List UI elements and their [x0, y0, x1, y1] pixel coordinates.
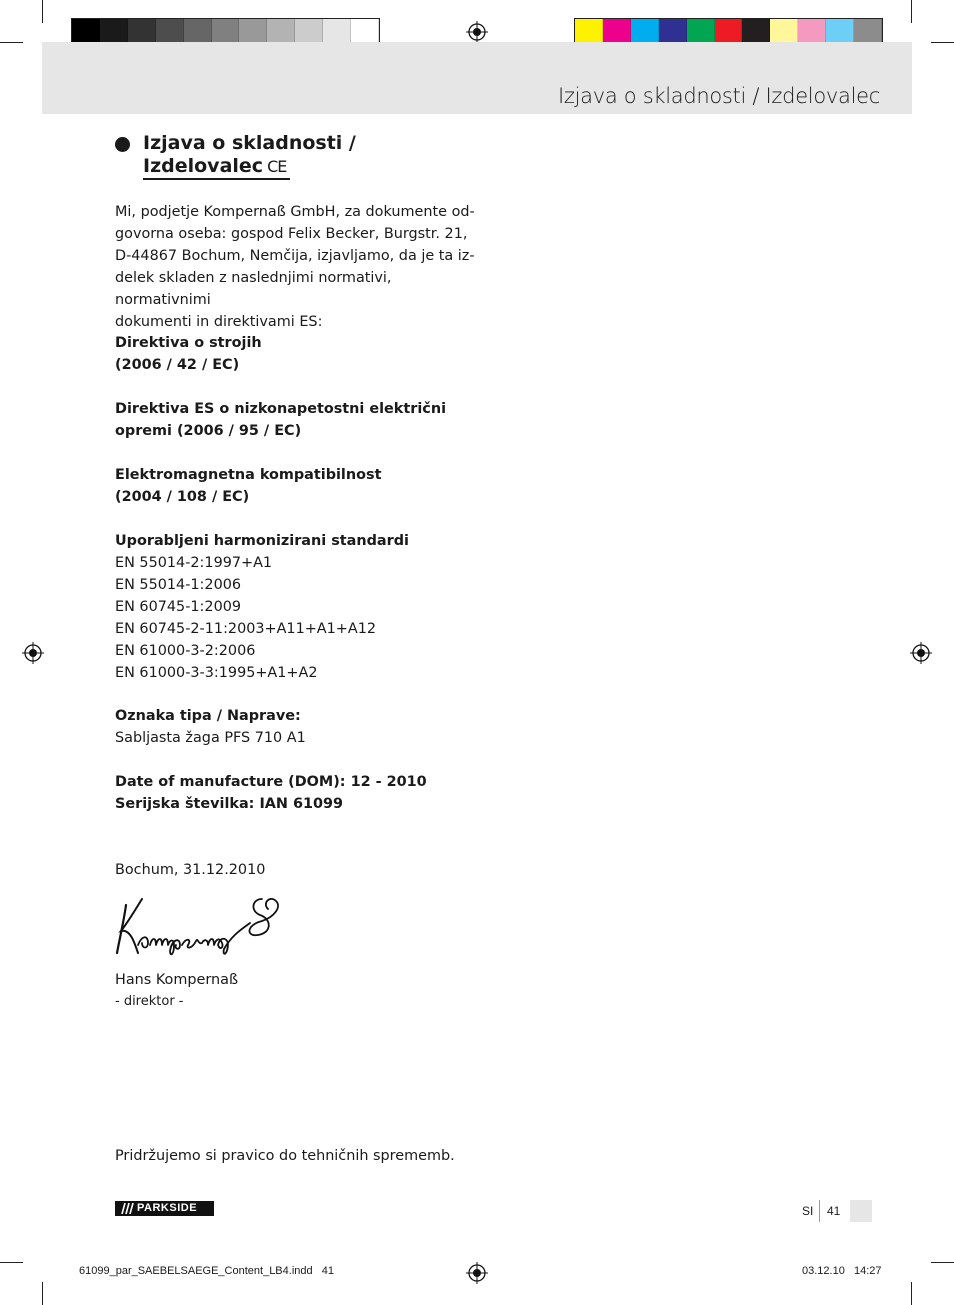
heading-underline [143, 178, 290, 180]
manufacture-block [115, 771, 475, 815]
language-code: SI [802, 1204, 814, 1218]
disclaimer: Pridržujemo si pravico do tehničnih sprememb. [115, 1148, 455, 1164]
page-number: 41 [827, 1204, 841, 1218]
page-number-divider [819, 1200, 820, 1222]
directive-line: Elektromagnetna kompatibilnost [115, 467, 382, 483]
page-title: Izjava o skladnosti / Izdelovalec [558, 84, 880, 108]
directive-machinery [115, 332, 475, 376]
type-heading: Oznaka tipa / Naprave: [115, 708, 301, 724]
crop-mark [931, 1262, 954, 1263]
crop-mark [911, 1282, 912, 1305]
intro-paragraph [115, 201, 475, 333]
directive-line: opremi (2006 / 95 / EC) [115, 423, 302, 439]
type-block [115, 705, 475, 749]
directive-line: Direktiva ES o nizkonapetostni električni [115, 401, 446, 417]
signer-block [115, 969, 475, 1013]
date-of-manufacture: Date of manufacture (DOM): 12 - 2010 [115, 774, 427, 790]
crop-mark [0, 42, 23, 43]
signer-name: Hans Kompernaß [115, 972, 239, 988]
registration-mark-icon [910, 642, 932, 664]
standard-item: EN 61000-3-3:1995+A1+A2 [115, 665, 318, 681]
intro-line: govorna oseba: gospod Felix Becker, Burgstr. 21, [115, 226, 468, 242]
directive-line: Direktiva o strojih [115, 335, 262, 351]
crop-mark [911, 0, 912, 23]
standard-item: EN 55014-2:1997+A1 [115, 555, 273, 571]
crop-mark [0, 1262, 23, 1263]
directive-emc [115, 464, 475, 508]
type-value: Sabljasta žaga PFS 710 A1 [115, 730, 306, 746]
signature-image [112, 895, 287, 957]
parkside-logo [115, 1201, 214, 1216]
registration-mark-icon [466, 1262, 488, 1284]
standard-item: EN 61000-3-2:2006 [115, 643, 256, 659]
section-heading-line2 [143, 155, 356, 178]
registration-mark-icon [22, 642, 44, 664]
place-date: Bochum, 31.12.2010 [115, 862, 266, 878]
crop-mark [42, 1282, 43, 1305]
intro-line: D-44867 Bochum, Nemčija, izjavljamo, da je ta iz- [115, 248, 475, 264]
file-info: 61099_par_SAEBELSAEGE_Content_LB4.indd 41 [79, 1265, 335, 1277]
standard-item: EN 60745-2-11:2003+A11+A1+A12 [115, 621, 377, 637]
standard-item: EN 55014-1:2006 [115, 577, 242, 593]
standards-block [115, 530, 475, 684]
section-heading-line1: Izjava o skladnosti / [143, 132, 356, 154]
section-heading [143, 132, 356, 178]
directive-line: (2004 / 108 / EC) [115, 489, 250, 505]
registration-mark-icon [466, 21, 488, 43]
standards-heading: Uporabljeni harmonizirani standardi [115, 533, 409, 549]
page-number-tab [850, 1200, 872, 1222]
section-heading-text: Izdelovalec [143, 155, 264, 177]
crop-mark [931, 42, 954, 43]
directive-low-voltage [115, 398, 475, 442]
brand-name: PARKSIDE [137, 1202, 198, 1214]
directive-line: (2006 / 42 / EC) [115, 357, 240, 373]
print-date-time: 03.12.10 14:27 [802, 1265, 882, 1277]
signer-role: - direktor - [115, 994, 184, 1009]
ce-mark-icon: CE [267, 157, 287, 176]
logo-stripes-icon [119, 1203, 135, 1214]
standard-item: EN 60745-1:2009 [115, 599, 242, 615]
bullet-icon [115, 137, 130, 152]
intro-line: delek skladen z naslednjimi normativi, normativnimi [115, 270, 392, 308]
crop-mark [42, 0, 43, 23]
intro-line: dokumenti in direktivami ES: [115, 314, 323, 330]
serial-number: Serijska številka: IAN 61099 [115, 796, 344, 812]
intro-line: Mi, podjetje Kompernaß GmbH, za dokumente od- [115, 204, 475, 220]
